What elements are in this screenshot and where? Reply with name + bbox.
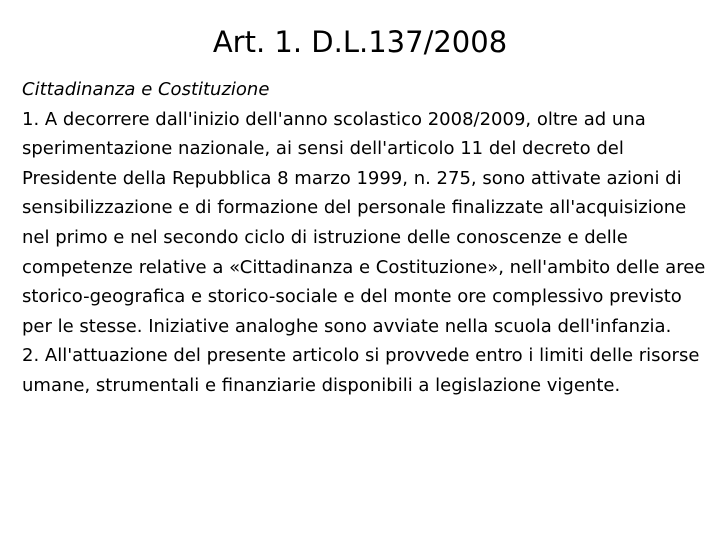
slide-title: Art. 1. D.L.137/2008 xyxy=(212,25,508,59)
paragraph-1: 1. A decorrere dall'inizio dell'anno scolastico 2008/2009, oltre ad una sperimentazione nazionale, ai sensi dell'articolo 11 del decreto del Presidente della Repubblica 8 marzo 1999, n. 275, sono attivate azioni di sensibilizzazione e di formazione del personale finalizzate all'acquisizione nel primo e nel secondo ciclo di istruzione delle conoscenze e delle competenze relative a «Cittadinanza e Costituzione», nell'ambito delle aree storico-geografica e storico-sociale e del monte ore complessivo previsto per le stesse. Iniziative analoghe sono avviate nella scuola dell'infanzia. xyxy=(22,108,706,337)
slide-body xyxy=(22,75,706,401)
slide-subtitle: Cittadinanza e Costituzione xyxy=(22,79,270,100)
paragraph-2: 2. All'attuazione del presente articolo si provvede entro i limiti delle risorse umane, strumentali e finanziarie disponibili a legislazione vigente. xyxy=(22,345,700,396)
